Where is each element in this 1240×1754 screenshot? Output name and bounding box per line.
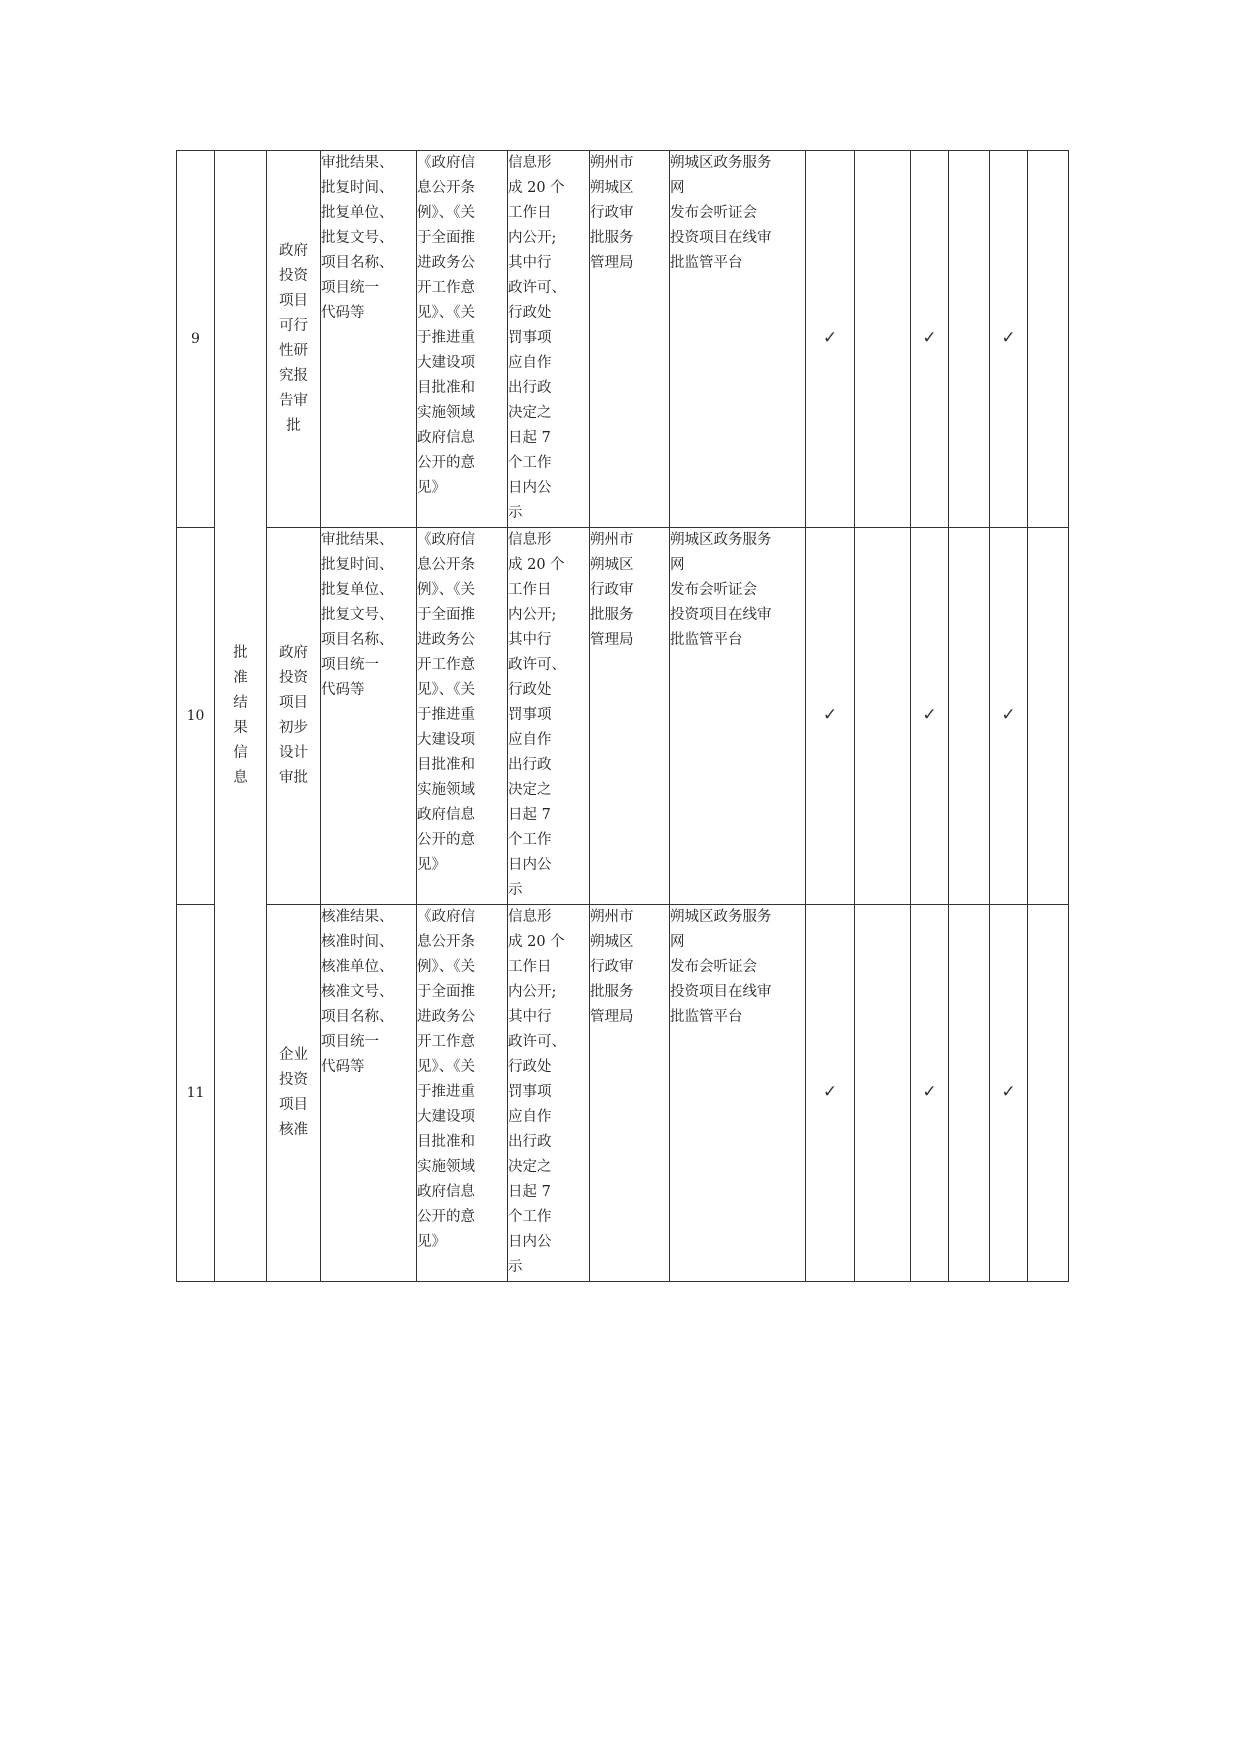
item-name xyxy=(279,641,308,791)
disclosure-time-limit-cell xyxy=(508,905,590,1282)
check-icon: ✓ xyxy=(822,328,838,348)
scope-mark-cell xyxy=(806,151,855,528)
row-number: 9 xyxy=(191,330,200,347)
disclosure-content: 核准结果、 核准时间、 核准单位、 核准文号、 项目名称、 项目统一 代码等 xyxy=(321,909,394,1075)
check-icon: ✓ xyxy=(1001,1082,1016,1102)
item-name-line: 审批 xyxy=(279,770,308,786)
check-icon: ✓ xyxy=(922,705,937,725)
scope-mark-cell xyxy=(1028,528,1069,905)
disclosure-content-cell xyxy=(321,528,417,905)
disclosure-content: 审批结果、 批复时间、 批复单位、 批复文号、 项目名称、 项目统一 代码等 xyxy=(321,155,394,321)
item-name-line: 可行 xyxy=(279,318,308,334)
disclosure-basis-cell xyxy=(417,528,508,905)
category-label xyxy=(233,641,248,791)
disclosure-content-cell xyxy=(321,151,417,528)
check-icon: ✓ xyxy=(1001,705,1016,725)
check-icon: ✓ xyxy=(822,1082,838,1102)
disclosure-content: 审批结果、 批复时间、 批复单位、 批复文号、 项目名称、 项目统一 代码等 xyxy=(321,532,394,698)
item-name-line: 告审 xyxy=(279,393,308,409)
disclosure-channel: 朔城区政务服务 网 发布会听证会 投资项目在线审 批监管平台 xyxy=(670,532,772,648)
category-char: 批 xyxy=(233,645,248,661)
item-name-line: 项目 xyxy=(279,293,308,309)
item-name-line: 企业 xyxy=(279,1047,308,1063)
disclosure-table xyxy=(176,150,1069,1282)
item-name-line: 投资 xyxy=(279,268,308,284)
item-name-line: 究报 xyxy=(279,368,308,384)
item-name-line: 设计 xyxy=(279,745,308,761)
disclosure-subject: 朔州市 朔城区 行政审 批服务 管理局 xyxy=(590,532,634,648)
item-name-cell xyxy=(267,905,321,1282)
disclosure-channel-cell xyxy=(670,151,806,528)
disclosure-basis: 《政府信 息公开条 例》、《关 于全面推 进政务公 开工作意 见》、《关 于推进重 大建设项 目批准和 实施领域 政府信息 公开的意 见》 xyxy=(417,155,475,496)
item-name-line: 批 xyxy=(286,418,301,434)
disclosure-time-limit-cell xyxy=(508,528,590,905)
item-name-line: 投资 xyxy=(279,670,308,686)
scope-mark-cell xyxy=(806,528,855,905)
disclosure-channel: 朔城区政务服务 网 发布会听证会 投资项目在线审 批监管平台 xyxy=(670,155,772,271)
row-number: 10 xyxy=(186,707,205,724)
category-char: 准 xyxy=(233,670,248,686)
item-name-cell xyxy=(267,151,321,528)
item-name xyxy=(279,239,308,439)
scope-mark-cell xyxy=(949,528,990,905)
scope-mark-cell xyxy=(855,905,911,1282)
item-name-line: 项目 xyxy=(279,1097,308,1113)
scope-mark-cell xyxy=(949,151,990,528)
row-number: 11 xyxy=(186,1084,205,1101)
disclosure-channel: 朔城区政务服务 网 发布会听证会 投资项目在线审 批监管平台 xyxy=(670,909,772,1025)
disclosure-time-limit: 信息形 成 20 个 工作日 内公开; 其中行 政许可、 行政处 罚事项 应自作 出行政 决定之 日起 7 个工作 日内公 示 xyxy=(508,909,566,1275)
scope-mark-cell xyxy=(911,905,949,1282)
disclosure-basis: 《政府信 息公开条 例》、《关 于全面推 进政务公 开工作意 见》、《关 于推进重 大建设项 目批准和 实施领域 政府信息 公开的意 见》 xyxy=(417,909,475,1250)
item-name xyxy=(279,1043,308,1143)
item-name-line: 性研 xyxy=(279,343,308,359)
item-name-cell xyxy=(267,528,321,905)
category-char: 果 xyxy=(233,720,248,736)
check-icon: ✓ xyxy=(822,705,838,725)
item-name-line: 初步 xyxy=(279,720,308,736)
scope-mark-cell xyxy=(990,151,1028,528)
disclosure-basis-cell xyxy=(417,151,508,528)
row-number-cell xyxy=(177,151,215,528)
item-name-line: 项目 xyxy=(279,695,308,711)
disclosure-content-cell xyxy=(321,905,417,1282)
scope-mark-cell xyxy=(806,905,855,1282)
scope-mark-cell xyxy=(990,528,1028,905)
disclosure-basis: 《政府信 息公开条 例》、《关 于全面推 进政务公 开工作意 见》、《关 于推进重 大建设项 目批准和 实施领域 政府信息 公开的意 见》 xyxy=(417,532,475,873)
category-char: 息 xyxy=(233,770,248,786)
disclosure-channel-cell xyxy=(670,528,806,905)
table-row xyxy=(177,151,1069,528)
disclosure-subject-cell xyxy=(590,528,670,905)
scope-mark-cell xyxy=(990,905,1028,1282)
category-char: 结 xyxy=(233,695,248,711)
disclosure-time-limit-cell xyxy=(508,151,590,528)
check-icon: ✓ xyxy=(922,328,937,348)
scope-mark-cell xyxy=(1028,151,1069,528)
scope-mark-cell xyxy=(949,905,990,1282)
disclosure-time-limit: 信息形 成 20 个 工作日 内公开; 其中行 政许可、 行政处 罚事项 应自作 出行政 决定之 日起 7 个工作 日内公 示 xyxy=(508,532,566,898)
item-name-line: 投资 xyxy=(279,1072,308,1088)
disclosure-subject-cell xyxy=(590,151,670,528)
disclosure-subject: 朔州市 朔城区 行政审 批服务 管理局 xyxy=(590,155,634,271)
scope-mark-cell xyxy=(1028,905,1069,1282)
item-name-line: 政府 xyxy=(279,243,308,259)
check-icon: ✓ xyxy=(1001,328,1016,348)
scope-mark-cell xyxy=(911,528,949,905)
disclosure-basis-cell xyxy=(417,905,508,1282)
scope-mark-cell xyxy=(855,151,911,528)
scope-mark-cell xyxy=(911,151,949,528)
scope-mark-cell xyxy=(855,528,911,905)
disclosure-subject-cell xyxy=(590,905,670,1282)
item-name-line: 核准 xyxy=(279,1122,308,1138)
table-row xyxy=(177,528,1069,905)
category-cell xyxy=(215,151,267,1282)
check-icon: ✓ xyxy=(922,1082,937,1102)
disclosure-subject: 朔州市 朔城区 行政审 批服务 管理局 xyxy=(590,909,634,1025)
row-number-cell xyxy=(177,905,215,1282)
category-char: 信 xyxy=(233,745,248,761)
disclosure-channel-cell xyxy=(670,905,806,1282)
item-name-line: 政府 xyxy=(279,645,308,661)
table-row xyxy=(177,905,1069,1282)
row-number-cell xyxy=(177,528,215,905)
disclosure-time-limit: 信息形 成 20 个 工作日 内公开; 其中行 政许可、 行政处 罚事项 应自作 出行政 决定之 日起 7 个工作 日内公 示 xyxy=(508,155,566,521)
